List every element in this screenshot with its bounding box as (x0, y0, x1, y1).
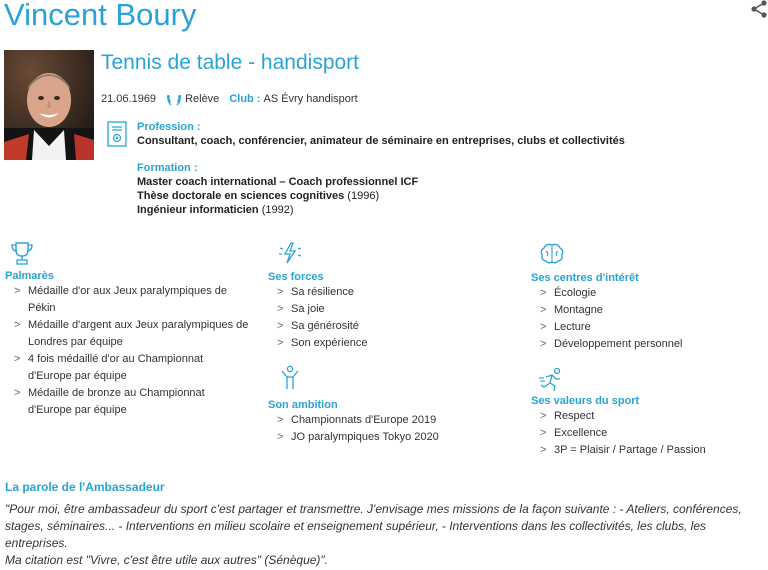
list-item: > 4 fois médaillé d'or au Championnat d'Europe par équipe (14, 351, 249, 385)
interets-title: Ses centres d'intérêt (531, 272, 639, 284)
list-item: > Sa générosité (277, 318, 477, 335)
ambassador-quote (5, 501, 765, 569)
list-item: > Lecture (540, 319, 760, 336)
share-icon[interactable] (750, 0, 768, 18)
formation-list (137, 175, 418, 217)
profession-label: Profession : (137, 121, 201, 133)
valeurs-list (540, 408, 760, 459)
brain-icon (538, 241, 566, 267)
palmares-list (14, 283, 249, 419)
ambassador-title: La parole de l'Ambassadeur (5, 480, 165, 494)
list-item: > 3P = Plaisir / Partage / Passion (540, 442, 760, 459)
birthdate: 21.06.1969 (101, 93, 157, 105)
valeurs-title: Ses valeurs du sport (531, 395, 640, 407)
diploma-icon (105, 120, 129, 150)
page-title: Vincent Boury (4, 0, 197, 32)
palmares-title: Palmarès (5, 270, 54, 282)
athlete-photo (4, 50, 94, 160)
trophy-icon (8, 240, 36, 266)
forces-title: Ses forces (268, 271, 324, 283)
quote-text: "Pour moi, être ambassadeur du sport c'est partager et transmettre. J'envisage mes missions de la façon suivante : - Ateliers, conférences, stages, séminaires... - Interventions en milieu scolaire et enseignement supérieur, - Interventions dans les collectivités, les clubs, les entreprises. (5, 502, 742, 550)
list-item: > Montagne (540, 302, 760, 319)
list-item: > Écologie (540, 285, 760, 302)
runner-icon (538, 367, 566, 393)
ambition-title: Son ambition (268, 399, 338, 411)
club-value: AS Évry handisport (263, 93, 358, 105)
citation-text: Ma citation est "Vivre, c'est être utile aux autres" (Sénèque)". (5, 553, 329, 567)
athlete-icon (276, 365, 304, 391)
formation-item: Thèse doctorale en sciences cognitives (1996) (137, 190, 380, 202)
club-label: Club : (229, 93, 261, 105)
ambition-list (277, 412, 477, 446)
interets-list (540, 285, 760, 353)
profile-meta (101, 92, 358, 106)
list-item: > Son expérience (277, 335, 477, 352)
list-item: > JO paralympiques Tokyo 2020 (277, 429, 477, 446)
formation-item: Ingénieur informaticien (1992) (137, 204, 294, 216)
profession-text: Consultant, coach, conférencier, animateur de séminaire en entreprises, clubs et collectivités (137, 135, 625, 147)
lightning-icon (276, 240, 304, 266)
formation-label: Formation : (137, 162, 198, 174)
forces-list (277, 284, 477, 352)
list-item: > Respect (540, 408, 760, 425)
list-item: > Développement personnel (540, 336, 760, 353)
list-item: > Sa résilience (277, 284, 477, 301)
list-item: > Sa joie (277, 301, 477, 318)
list-item: > Excellence (540, 425, 760, 442)
formation-item: Master coach international – Coach professionnel ICF (137, 176, 419, 188)
list-item: > Médaille d'argent aux Jeux paralympiques de Londres par équipe (14, 317, 249, 351)
sport-title: Tennis de table - handisport (101, 51, 359, 74)
relay-label: Relève (185, 93, 220, 105)
list-item: > Championnats d'Europe 2019 (277, 412, 477, 429)
laurel-icon (166, 92, 182, 106)
list-item: > Médaille de bronze au Championnat d'Europe par équipe (14, 385, 249, 419)
list-item: > Médaille d'or aux Jeux paralympiques de Pékin (14, 283, 249, 317)
